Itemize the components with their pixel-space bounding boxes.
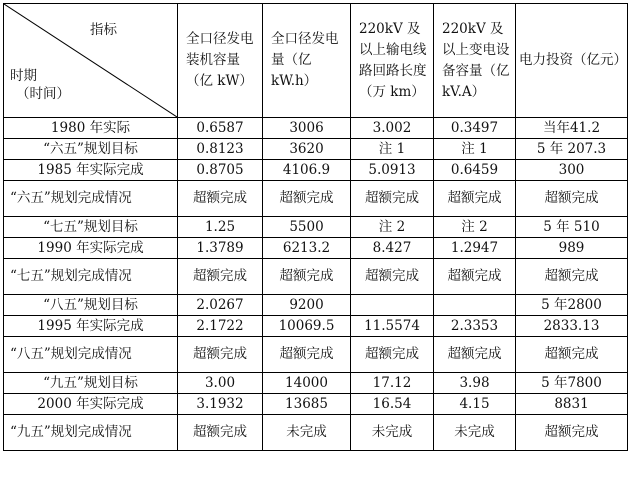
period-cell: 1980 年实际 [4, 118, 178, 139]
value-cell-substation-capacity: 0.3497 [434, 118, 516, 139]
value-cell-line-length: 超额完成 [351, 337, 434, 373]
table-row [4, 160, 628, 181]
table-row [4, 337, 628, 373]
period-cell: “七五”规划完成情况 [4, 259, 178, 295]
table-row [4, 238, 628, 259]
value-cell-generation: 13685 [263, 394, 351, 415]
value-cell-line-length: 3.002 [351, 118, 434, 139]
value-cell-substation-capacity: 3.98 [434, 373, 516, 394]
value-cell-substation-capacity: 2.3353 [434, 316, 516, 337]
table-wrapper [3, 3, 628, 451]
value-cell-capacity: 超额完成 [178, 337, 263, 373]
time-header-label: （时间） [16, 86, 70, 102]
value-cell-substation-capacity: 4.15 [434, 394, 516, 415]
period-cell: “七五”规划目标 [4, 217, 178, 238]
column-header-substation-capacity: 220kV 及以上变电设备容量（亿kV.A） [434, 4, 516, 118]
table-row [4, 118, 628, 139]
value-cell-generation: 超额完成 [263, 337, 351, 373]
value-cell-line-length: 超额完成 [351, 259, 434, 295]
table-row [4, 181, 628, 217]
table-row [4, 217, 628, 238]
value-cell-investment: 当年41.2 [516, 118, 628, 139]
value-cell-investment: 2833.13 [516, 316, 628, 337]
value-cell-capacity: 2.1722 [178, 316, 263, 337]
value-cell-capacity: 3.00 [178, 373, 263, 394]
period-cell: “六五”规划完成情况 [4, 181, 178, 217]
value-cell-capacity: 3.1932 [178, 394, 263, 415]
column-header-generation: 全口径发电量（亿 kW.h） [263, 4, 351, 118]
value-cell-substation-capacity: 超额完成 [434, 259, 516, 295]
value-cell-line-length: 超额完成 [351, 181, 434, 217]
corner-header-cell [4, 4, 178, 118]
value-cell-investment: 989 [516, 238, 628, 259]
column-header-investment: 电力投资（亿元） [516, 4, 628, 118]
table-row [4, 139, 628, 160]
period-cell: “九五”规划目标 [4, 373, 178, 394]
period-cell: “六五”规划目标 [4, 139, 178, 160]
value-cell-generation: 3006 [263, 118, 351, 139]
period-cell: 1995 年实际完成 [4, 316, 178, 337]
value-cell-investment: 5 年7800 [516, 373, 628, 394]
value-cell-generation: 超额完成 [263, 181, 351, 217]
value-cell-investment: 8831 [516, 394, 628, 415]
value-cell-substation-capacity: 超额完成 [434, 181, 516, 217]
value-cell-line-length: 16.54 [351, 394, 434, 415]
value-cell-capacity: 0.8123 [178, 139, 263, 160]
value-cell-investment: 超额完成 [516, 415, 628, 451]
period-cell: “八五”规划完成情况 [4, 337, 178, 373]
value-cell-capacity: 超额完成 [178, 259, 263, 295]
value-cell-line-length: 注 2 [351, 217, 434, 238]
value-cell-capacity: 2.0267 [178, 295, 263, 316]
value-cell-line-length: 注 1 [351, 139, 434, 160]
value-cell-line-length [351, 295, 434, 316]
table-row [4, 259, 628, 295]
table-row [4, 415, 628, 451]
value-cell-substation-capacity: 未完成 [434, 415, 516, 451]
table-row [4, 373, 628, 394]
value-cell-investment: 5 年2800 [516, 295, 628, 316]
value-cell-substation-capacity [434, 295, 516, 316]
indicator-header-label: 指标 [90, 22, 117, 38]
value-cell-capacity: 0.8705 [178, 160, 263, 181]
value-cell-investment: 5 年 207.3 [516, 139, 628, 160]
value-cell-generation: 超额完成 [263, 259, 351, 295]
value-cell-generation: 未完成 [263, 415, 351, 451]
value-cell-capacity: 1.25 [178, 217, 263, 238]
value-cell-investment: 300 [516, 160, 628, 181]
value-cell-investment: 超额完成 [516, 181, 628, 217]
header-row [4, 4, 628, 118]
value-cell-generation: 4106.9 [263, 160, 351, 181]
power-statistics-table [3, 3, 628, 451]
value-cell-generation: 3620 [263, 139, 351, 160]
value-cell-line-length: 17.12 [351, 373, 434, 394]
value-cell-substation-capacity: 超额完成 [434, 337, 516, 373]
value-cell-generation: 10069.5 [263, 316, 351, 337]
value-cell-investment: 5 年 510 [516, 217, 628, 238]
column-header-line-length: 220kV 及以上输电线路回路长度（万 km） [351, 4, 434, 118]
value-cell-substation-capacity: 1.2947 [434, 238, 516, 259]
table-row [4, 316, 628, 337]
value-cell-substation-capacity: 0.6459 [434, 160, 516, 181]
value-cell-substation-capacity: 注 2 [434, 217, 516, 238]
value-cell-substation-capacity: 注 1 [434, 139, 516, 160]
value-cell-capacity: 超额完成 [178, 181, 263, 217]
value-cell-line-length: 8.427 [351, 238, 434, 259]
value-cell-generation: 9200 [263, 295, 351, 316]
period-cell: “九五”规划完成情况 [4, 415, 178, 451]
value-cell-investment: 超额完成 [516, 337, 628, 373]
value-cell-line-length: 5.0913 [351, 160, 434, 181]
period-cell: 1985 年实际完成 [4, 160, 178, 181]
value-cell-generation: 6213.2 [263, 238, 351, 259]
value-cell-capacity: 超额完成 [178, 415, 263, 451]
period-header-label: 时期 [10, 68, 37, 84]
value-cell-generation: 5500 [263, 217, 351, 238]
column-header-capacity: 全口径发电装机容量（亿 kW） [178, 4, 263, 118]
value-cell-generation: 14000 [263, 373, 351, 394]
value-cell-line-length: 未完成 [351, 415, 434, 451]
value-cell-investment: 超额完成 [516, 259, 628, 295]
period-cell: 1990 年实际完成 [4, 238, 178, 259]
table-row [4, 295, 628, 316]
value-cell-capacity: 0.6587 [178, 118, 263, 139]
table-row [4, 394, 628, 415]
period-cell: “八五”规划目标 [4, 295, 178, 316]
period-cell: 2000 年实际完成 [4, 394, 178, 415]
value-cell-line-length: 11.5574 [351, 316, 434, 337]
value-cell-capacity: 1.3789 [178, 238, 263, 259]
